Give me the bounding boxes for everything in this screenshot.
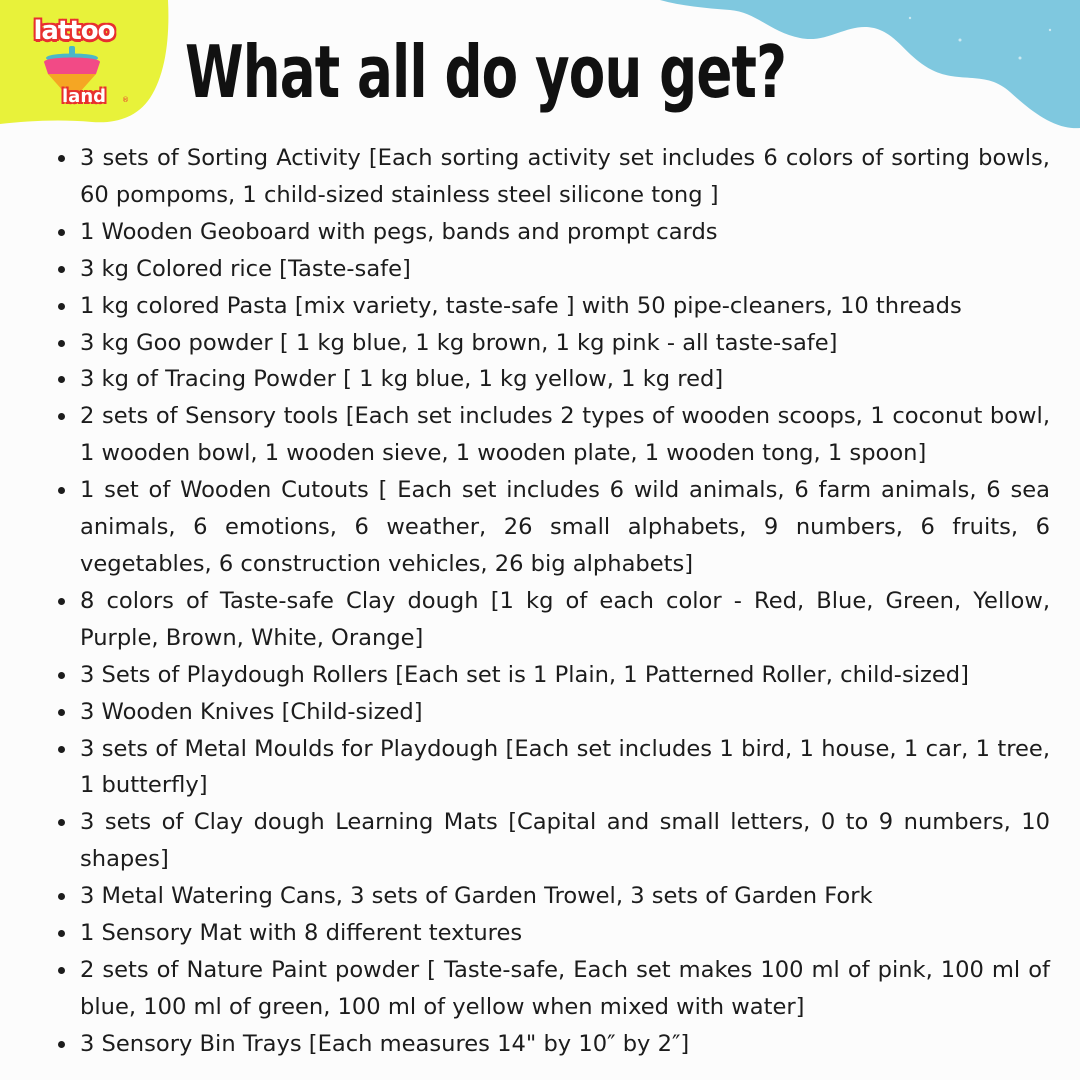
bullet-icon xyxy=(58,930,65,937)
bullet-icon xyxy=(58,487,65,494)
list-item-text: 3 Sets of Playdough Rollers [Each set is 1 Plain, 1 Patterned Roller, child-sized] xyxy=(80,661,969,688)
list-item-text: 1 kg colored Pasta [mix variety, taste-safe ] with 50 pipe-cleaners, 10 threads xyxy=(80,292,962,319)
bullet-icon xyxy=(58,746,65,753)
list-item-text: 1 set of Wooden Cutouts [ Each set includes 6 wild animals, 6 farm animals, 6 sea animals, 6 emotions, 6 weather, 26 small alphabets, 9 numbers, 6 fruits, 6 vegetables, 6 construction vehicles, 26 big alphabets] xyxy=(80,477,1050,577)
list-item-text: 3 sets of Metal Moulds for Playdough [Each set includes 1 bird, 1 house, 1 car, 1 tree, 1 butterfly] xyxy=(80,735,1050,799)
list-item-text: 3 kg Colored rice [Taste-safe] xyxy=(80,255,411,282)
list-item xyxy=(56,694,1050,731)
list-item-text: 1 Wooden Geoboard with pegs, bands and prompt cards xyxy=(80,218,718,245)
list-item xyxy=(56,325,1050,362)
list-item-text: 3 sets of Sorting Activity [Each sorting activity set includes 6 colors of sorting bowls, 60 pompoms, 1 child-sized stainless steel silicone tong ] xyxy=(80,145,1050,208)
list-item xyxy=(56,398,1050,472)
list-item xyxy=(56,731,1050,805)
list-item xyxy=(56,915,1050,952)
bullet-icon xyxy=(58,709,65,716)
bullet-icon xyxy=(58,266,65,273)
brand-logo[interactable] xyxy=(14,14,134,114)
list-item xyxy=(56,952,1050,1026)
bullet-icon xyxy=(58,229,65,236)
bullet-icon xyxy=(58,819,65,826)
bullet-icon xyxy=(58,155,65,162)
bullet-icon xyxy=(58,340,65,347)
list-item xyxy=(56,214,1050,251)
registered-mark: ® xyxy=(122,96,129,104)
bullet-icon xyxy=(58,376,65,383)
list-item xyxy=(56,878,1050,915)
list-item xyxy=(56,361,1050,398)
list-item xyxy=(56,472,1050,583)
list-item-text: 3 kg of Tracing Powder [ 1 kg blue, 1 kg yellow, 1 kg red] xyxy=(80,366,724,393)
list-item-text: 1 Sensory Mat with 8 different textures xyxy=(80,920,523,947)
list-item xyxy=(56,251,1050,288)
list-item xyxy=(56,288,1050,325)
bullet-icon xyxy=(58,1041,65,1048)
list-item-text: 3 Metal Watering Cans, 3 sets of Garden Trowel, 3 sets of Garden Fork xyxy=(80,883,873,910)
list-item xyxy=(56,804,1050,878)
list-item xyxy=(56,1026,1050,1063)
list-item-text: 2 sets of Nature Paint powder [ Taste-safe, Each set makes 100 ml of pink, 100 ml of blue, 100 ml of green, 100 ml of yellow when mixed with water] xyxy=(80,956,1050,1020)
bullet-icon xyxy=(58,303,65,310)
kit-contents-list xyxy=(56,140,1050,1063)
list-item-text: 3 Sensory Bin Trays [Each measures 14" by 10″ by 2″] xyxy=(80,1030,690,1057)
logo-wordmark-bottom: land xyxy=(62,86,107,107)
logo-wordmark-top: lattoo xyxy=(33,16,115,46)
bullet-icon xyxy=(58,598,65,605)
bullet-icon xyxy=(58,672,65,679)
list-item xyxy=(56,657,1050,694)
list-item-text: 3 Wooden Knives [Child-sized] xyxy=(80,698,423,725)
list-item-text: 8 colors of Taste-safe Clay dough [1 kg of each color - Red, Blue, Green, Yellow, Purple, Brown, White, Orange] xyxy=(80,587,1050,651)
list-item-text: 3 sets of Clay dough Learning Mats [Capital and small letters, 0 to 9 numbers, 10 shapes] xyxy=(80,809,1050,873)
list-item xyxy=(56,583,1050,657)
bullet-icon xyxy=(58,413,65,420)
list-item-text: 2 sets of Sensory tools [Each set includes 2 types of wooden scoops, 1 coconut bowl, 1 wooden bowl, 1 wooden sieve, 1 wooden plate, 1 wooden tong, 1 spoon] xyxy=(80,403,1050,467)
bullet-icon xyxy=(58,967,65,974)
list-item xyxy=(56,140,1050,214)
page-title: What all do you get? xyxy=(185,30,787,114)
bullet-icon xyxy=(58,893,65,900)
list-item-text: 3 kg Goo powder [ 1 kg blue, 1 kg brown, 1 kg pink - all taste-safe] xyxy=(80,329,838,356)
